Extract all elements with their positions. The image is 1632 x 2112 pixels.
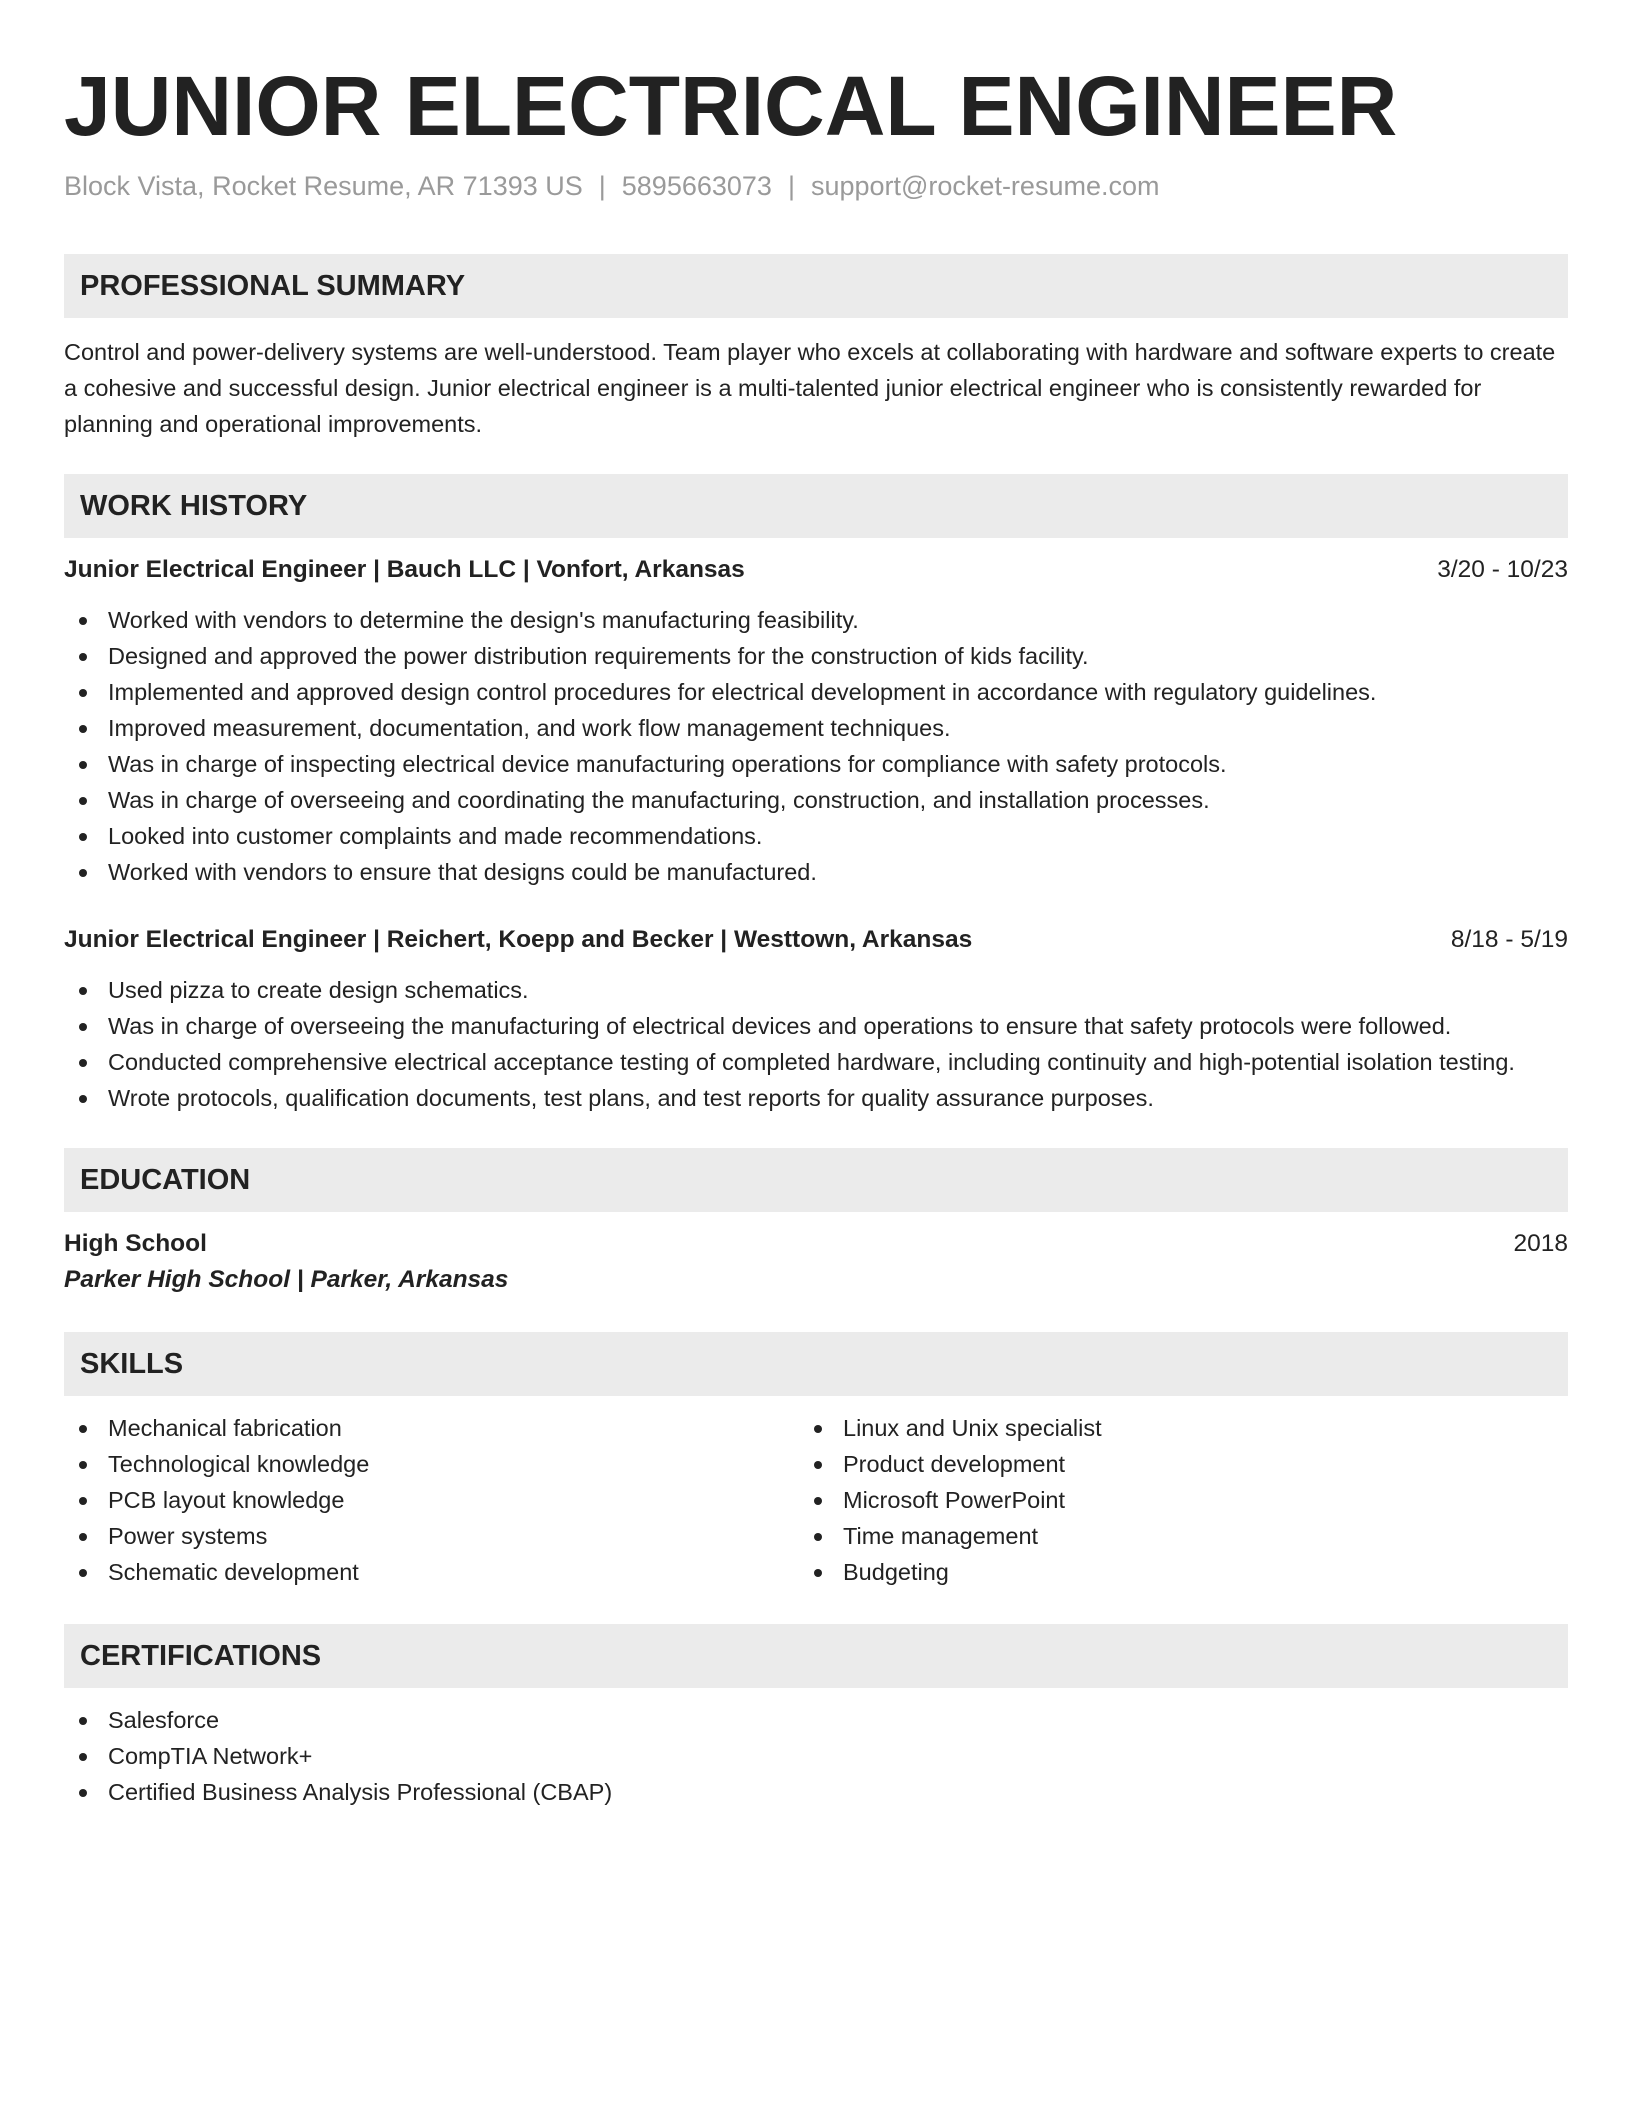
list-item-text: Conducted comprehensive electrical acceptance testing of completed hardware, including continuity and high-potential isolation testing. (108, 1049, 1515, 1075)
skill-text: Schematic development (108, 1559, 359, 1585)
job-bullets (64, 602, 1568, 890)
contact-line (64, 168, 1568, 204)
bullet-icon (79, 725, 87, 733)
list-item-text: Designed and approved the power distribution requirements for the construction of kids facility. (108, 643, 1089, 669)
skill-text: Linux and Unix specialist (843, 1415, 1102, 1441)
job-dates: 8/18 - 5/19 (1450, 926, 1568, 953)
bullet-icon (79, 987, 87, 995)
list-item-text: Implemented and approved design control procedures for electrical development in accordance with regulatory guidelines. (108, 679, 1377, 705)
skills-columns (64, 1410, 1568, 1590)
education-degree: High School (64, 1230, 207, 1257)
education-header (64, 1226, 1568, 1262)
bullet-icon (79, 833, 87, 841)
bullet-icon (79, 1753, 87, 1761)
contact-address: Block Vista, Rocket Resume, AR 71393 US (64, 171, 583, 201)
certification-text: CompTIA Network+ (108, 1743, 313, 1769)
education-year: 2018 (1513, 1230, 1568, 1257)
list-item (64, 710, 1568, 746)
list-item (64, 1044, 1568, 1080)
skill-text: PCB layout knowledge (108, 1487, 345, 1513)
list-item (64, 782, 1568, 818)
list-item (64, 1518, 799, 1554)
bullet-icon (79, 869, 87, 877)
bullet-icon (79, 689, 87, 697)
bullet-icon (79, 1569, 87, 1577)
list-item (64, 1482, 799, 1518)
list-item (799, 1554, 1568, 1590)
list-item-text: Worked with vendors to determine the design's manufacturing feasibility. (108, 607, 859, 633)
list-item-text: Used pizza to create design schematics. (108, 977, 529, 1003)
section-header-certifications: CERTIFICATIONS (64, 1624, 1568, 1688)
summary-text: Control and power-delivery systems are well-understood. Team player who excels at collaborating with hardware and software experts to create a cohesive and successful design. Junior electrical engineer is a multi-talented junior electrical engineer who is consistently rewarded for planning and operational improvements. (64, 339, 1556, 437)
certification-text: Salesforce (108, 1707, 220, 1733)
skills-column-right (799, 1410, 1568, 1590)
list-item (64, 602, 1568, 638)
bullet-icon (79, 1023, 87, 1031)
skill-text: Mechanical fabrication (108, 1415, 342, 1441)
bullet-icon (79, 1533, 87, 1541)
certification-text: Certified Business Analysis Professional (CBAP) (108, 1779, 613, 1805)
job-header (64, 552, 1568, 588)
job-entry (64, 922, 1568, 1116)
skill-text: Time management (843, 1523, 1039, 1549)
contact-separator: | (787, 171, 795, 201)
bullet-icon (79, 617, 87, 625)
list-item (64, 1738, 1568, 1774)
skills-column-left (64, 1410, 799, 1590)
bullet-icon (814, 1497, 822, 1505)
list-item (64, 674, 1568, 710)
list-item (64, 1080, 1568, 1116)
resume-name: JUNIOR ELECTRICAL ENGINEER (64, 59, 1398, 153)
list-item (64, 1774, 1568, 1810)
list-item (64, 746, 1568, 782)
bullet-icon (79, 1059, 87, 1067)
bullet-icon (79, 761, 87, 769)
list-item-text: Was in charge of overseeing and coordinating the manufacturing, construction, and installation processes. (108, 787, 1210, 813)
job-dates: 3/20 - 10/23 (1437, 556, 1568, 583)
bullet-icon (79, 1497, 87, 1505)
education-school: Parker High School | Parker, Arkansas (64, 1266, 509, 1293)
list-item (64, 854, 1568, 890)
section-header-work-history: WORK HISTORY (64, 474, 1568, 538)
bullet-icon (79, 797, 87, 805)
bullet-icon (79, 653, 87, 661)
skill-text: Power systems (108, 1523, 268, 1549)
section-header-skills: SKILLS (64, 1332, 1568, 1396)
job-title: Junior Electrical Engineer | Reichert, Koepp and Becker | Westtown, Arkansas (64, 926, 973, 953)
list-item (64, 972, 1568, 1008)
skill-text: Microsoft PowerPoint (843, 1487, 1066, 1513)
bullet-icon (79, 1789, 87, 1797)
job-header (64, 922, 1568, 958)
job-title: Junior Electrical Engineer | Bauch LLC | Vonfort, Arkansas (64, 556, 745, 583)
list-item-text: Worked with vendors to ensure that designs could be manufactured. (108, 859, 817, 885)
job-entry (64, 552, 1568, 890)
skill-text: Product development (843, 1451, 1066, 1477)
contact-separator: | (598, 171, 606, 201)
list-item-text: Wrote protocols, qualification documents, test plans, and test reports for quality assurance purposes. (108, 1085, 1154, 1111)
section-header-summary: PROFESSIONAL SUMMARY (64, 254, 1568, 318)
list-item (64, 1410, 799, 1446)
bullet-icon (79, 1095, 87, 1103)
contact-email: support@rocket-resume.com (810, 171, 1160, 201)
list-item (799, 1410, 1568, 1446)
bullet-icon (79, 1717, 87, 1725)
list-item (799, 1482, 1568, 1518)
list-item (64, 1446, 799, 1482)
job-bullets (64, 972, 1568, 1116)
list-item (64, 1554, 799, 1590)
bullet-icon (814, 1533, 822, 1541)
bullet-icon (814, 1569, 822, 1577)
bullet-icon (814, 1425, 822, 1433)
list-item (64, 638, 1568, 674)
list-item (64, 1008, 1568, 1044)
list-item-text: Looked into customer complaints and made recommendations. (108, 823, 763, 849)
skill-text: Budgeting (843, 1559, 949, 1585)
list-item (64, 1702, 1568, 1738)
section-header-education: EDUCATION (64, 1148, 1568, 1212)
certifications-list (64, 1702, 1568, 1810)
bullet-icon (79, 1425, 87, 1433)
list-item (64, 818, 1568, 854)
contact-phone: 5895663073 (621, 171, 772, 201)
skills-list (64, 1410, 799, 1590)
list-item-text: Improved measurement, documentation, and work flow management techniques. (108, 715, 951, 741)
skills-list (799, 1410, 1568, 1590)
bullet-icon (79, 1461, 87, 1469)
list-item (799, 1446, 1568, 1482)
skill-text: Technological knowledge (108, 1451, 370, 1477)
list-item (799, 1518, 1568, 1554)
list-item-text: Was in charge of inspecting electrical device manufacturing operations for compliance with safety protocols. (108, 751, 1227, 777)
list-item-text: Was in charge of overseeing the manufacturing of electrical devices and operations to ensure that safety protocols were followed. (108, 1013, 1452, 1039)
bullet-icon (814, 1461, 822, 1469)
